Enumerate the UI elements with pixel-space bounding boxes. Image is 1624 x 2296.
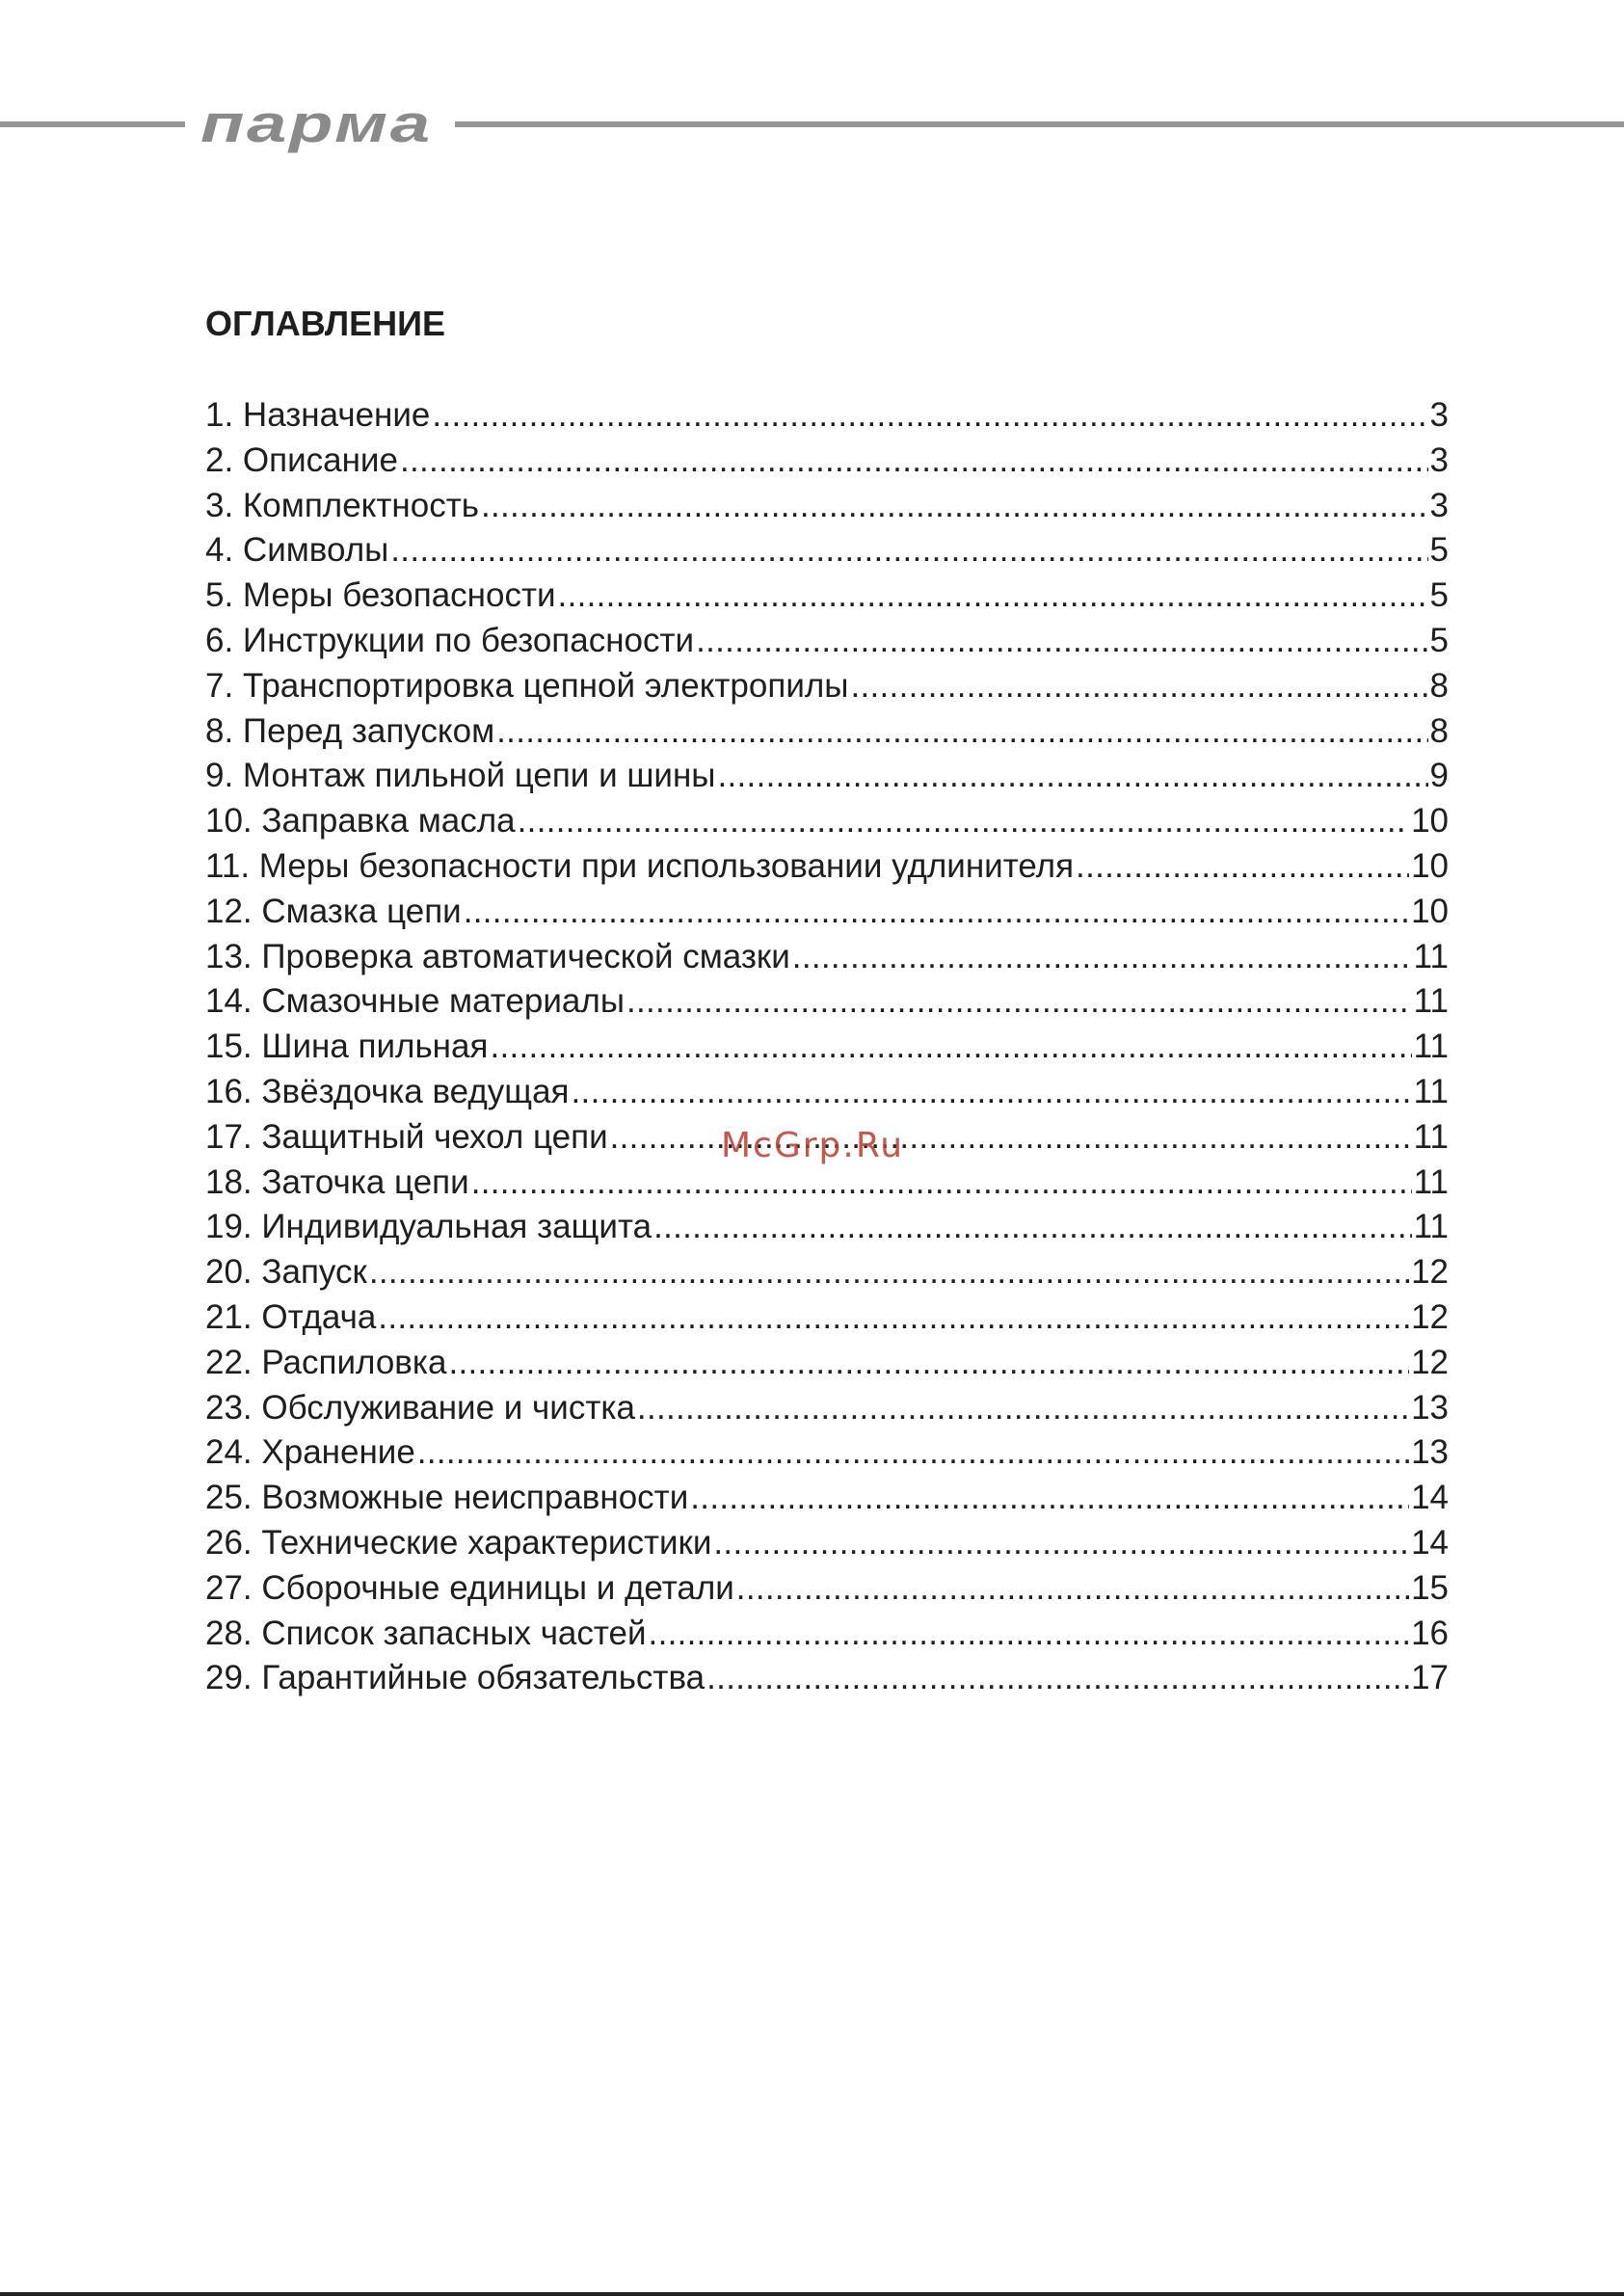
toc-item-label: 13. Проверка автоматической смазки bbox=[205, 937, 790, 975]
toc-item-page: 8 bbox=[1429, 666, 1449, 705]
toc-title: ОГЛАВЛЕНИЕ bbox=[205, 304, 446, 343]
page-header bbox=[0, 0, 1624, 193]
toc-item-label: 27. Сборочные единицы и детали bbox=[205, 1568, 734, 1607]
toc-item-leader bbox=[432, 393, 1427, 439]
toc-item-label: 19. Индивидуальная защита bbox=[205, 1208, 652, 1246]
toc-item-page: 11 bbox=[1413, 1028, 1449, 1066]
toc-item-page: 10 bbox=[1411, 892, 1449, 930]
toc-item-label: 3. Комплектность bbox=[205, 486, 479, 524]
toc-item-leader bbox=[1076, 844, 1409, 890]
toc-item-leader bbox=[481, 484, 1428, 529]
toc-item-label: 17. Защитный чехол цепи bbox=[205, 1117, 608, 1156]
toc-item-page: 9 bbox=[1429, 757, 1449, 795]
toc-item-page: 3 bbox=[1429, 441, 1449, 479]
toc-item[interactable] bbox=[205, 528, 1449, 574]
toc-item[interactable] bbox=[205, 844, 1449, 890]
toc-item-label: 25. Возможные неисправности bbox=[205, 1479, 689, 1517]
toc-item-page: 8 bbox=[1429, 711, 1449, 750]
toc-item-label: 11. Меры безопасности при использовании удлинителя bbox=[205, 846, 1075, 885]
toc-item[interactable] bbox=[205, 619, 1449, 664]
toc-item[interactable] bbox=[205, 935, 1449, 980]
toc-item-label: 23. Обслуживание и чистка bbox=[205, 1388, 635, 1427]
toc-item-leader bbox=[464, 890, 1409, 935]
toc-item[interactable] bbox=[205, 1612, 1449, 1657]
toc-item-page: 3 bbox=[1429, 486, 1449, 524]
toc-item-label: 5. Меры безопасности bbox=[205, 576, 556, 615]
toc-item[interactable] bbox=[205, 1521, 1449, 1566]
toc-item[interactable] bbox=[205, 1566, 1449, 1612]
toc-item-label: 24. Хранение bbox=[205, 1433, 415, 1472]
toc-item-leader bbox=[626, 979, 1412, 1025]
toc-item-page: 10 bbox=[1411, 802, 1449, 841]
toc-item-page: 11 bbox=[1413, 982, 1449, 1021]
toc-item-leader bbox=[690, 1476, 1409, 1521]
toc-item[interactable] bbox=[205, 484, 1449, 529]
toc-item[interactable] bbox=[205, 1341, 1449, 1386]
toc-item-leader bbox=[653, 1205, 1412, 1250]
toc-item-label: 26. Технические характеристики bbox=[205, 1523, 712, 1562]
toc-item-leader bbox=[713, 1521, 1409, 1566]
header-rule-right bbox=[455, 121, 1624, 127]
toc-item[interactable] bbox=[205, 1430, 1449, 1476]
header-rule-left bbox=[0, 121, 185, 127]
toc-item-leader bbox=[736, 1566, 1409, 1612]
toc-item[interactable] bbox=[205, 393, 1449, 439]
toc-item-leader bbox=[706, 1656, 1409, 1701]
toc-item-page: 14 bbox=[1411, 1479, 1449, 1517]
toc-item-leader bbox=[558, 574, 1428, 619]
toc-item-label: 18. Заточка цепи bbox=[205, 1162, 469, 1201]
toc-item-label: 29. Гарантийные обязательства bbox=[205, 1659, 706, 1697]
toc-item[interactable] bbox=[205, 1476, 1449, 1521]
toc-item-page: 16 bbox=[1411, 1614, 1449, 1652]
toc-item-label: 28. Список запасных частей bbox=[205, 1614, 647, 1652]
toc-list bbox=[205, 393, 1449, 1701]
toc-item-label: 12. Смазка цепи bbox=[205, 892, 462, 930]
toc-item-label: 9. Монтаж пильной цепи и шины bbox=[205, 757, 716, 795]
toc-item[interactable] bbox=[205, 754, 1449, 799]
toc-item[interactable] bbox=[205, 890, 1449, 935]
toc-item-leader bbox=[792, 935, 1412, 980]
toc-item-leader bbox=[490, 1025, 1411, 1070]
toc-item-page: 12 bbox=[1411, 1343, 1449, 1381]
toc-item-leader bbox=[649, 1612, 1410, 1657]
toc-item[interactable] bbox=[205, 1205, 1449, 1250]
toc-item[interactable] bbox=[205, 1250, 1449, 1295]
toc-item[interactable] bbox=[205, 1386, 1449, 1431]
page-bottom-edge bbox=[0, 2292, 1624, 2296]
toc-item-label: 14. Смазочные материалы bbox=[205, 982, 625, 1021]
toc-item-page: 15 bbox=[1411, 1568, 1449, 1607]
toc-item[interactable] bbox=[205, 1656, 1449, 1701]
toc-item-leader bbox=[696, 619, 1427, 664]
toc-item-leader bbox=[496, 709, 1427, 755]
toc-item-leader bbox=[717, 754, 1427, 799]
toc-item[interactable] bbox=[205, 574, 1449, 619]
toc-item-leader bbox=[448, 1341, 1409, 1386]
toc-item-label: 21. Отдача bbox=[205, 1297, 377, 1336]
toc-item-label: 7. Транспортировка цепной электропилы bbox=[205, 666, 849, 705]
toc-item[interactable] bbox=[205, 664, 1449, 709]
toc-item-label: 4. Символы bbox=[205, 531, 389, 570]
toc-item-page: 13 bbox=[1411, 1433, 1449, 1472]
toc-item-page: 11 bbox=[1413, 937, 1449, 975]
toc-item-label: 10. Заправка масла bbox=[205, 802, 516, 841]
toc-item-page: 11 bbox=[1413, 1072, 1449, 1110]
toc-item-page: 10 bbox=[1411, 846, 1449, 885]
toc-item-leader bbox=[637, 1386, 1409, 1431]
watermark-text: McGrp.Ru bbox=[721, 1126, 905, 1165]
toc-item-leader bbox=[572, 1070, 1412, 1115]
toc-item-leader bbox=[390, 528, 1427, 574]
toc-item-page: 12 bbox=[1411, 1253, 1449, 1292]
toc-item-leader bbox=[400, 439, 1428, 484]
toc-item-page: 11 bbox=[1413, 1117, 1449, 1156]
toc-item-page: 11 bbox=[1413, 1208, 1449, 1246]
toc-item-page: 14 bbox=[1411, 1523, 1449, 1562]
toc-item[interactable] bbox=[205, 439, 1449, 484]
toc-item-label: 16. Звёздочка ведущая bbox=[205, 1072, 570, 1110]
toc-item-page: 5 bbox=[1429, 576, 1449, 615]
toc-item-page: 5 bbox=[1429, 531, 1449, 570]
toc-item-page: 3 bbox=[1429, 396, 1449, 434]
toc-item[interactable] bbox=[205, 1070, 1449, 1115]
toc-item-leader bbox=[518, 799, 1409, 844]
toc-item[interactable] bbox=[205, 1161, 1449, 1206]
toc-item-page: 5 bbox=[1429, 621, 1449, 659]
toc-item[interactable] bbox=[205, 799, 1449, 844]
toc-item[interactable] bbox=[205, 979, 1449, 1025]
toc-item-label: 15. Шина пильная bbox=[205, 1028, 489, 1066]
toc-item-page: 11 bbox=[1413, 1162, 1449, 1201]
toc-item-label: 1. Назначение bbox=[205, 396, 431, 434]
toc-item[interactable] bbox=[205, 1025, 1449, 1070]
toc-item-label: 8. Перед запуском bbox=[205, 711, 495, 750]
toc-item-label: 22. Распиловка bbox=[205, 1343, 447, 1381]
brand-logo: парма bbox=[200, 93, 433, 153]
toc-item-page: 13 bbox=[1411, 1388, 1449, 1427]
toc-item-leader bbox=[417, 1430, 1409, 1476]
toc-item-leader bbox=[378, 1295, 1409, 1341]
toc-item-leader bbox=[471, 1161, 1412, 1206]
toc-item-label: 20. Запуск bbox=[205, 1253, 367, 1292]
toc-item-leader bbox=[369, 1250, 1409, 1295]
toc-item[interactable] bbox=[205, 709, 1449, 755]
toc-item-label: 6. Инструкции по безопасности bbox=[205, 621, 695, 659]
toc-item-label: 2. Описание bbox=[205, 441, 398, 479]
toc-item-page: 12 bbox=[1411, 1297, 1449, 1336]
toc-item-leader bbox=[850, 664, 1427, 709]
toc-item-page: 17 bbox=[1411, 1659, 1449, 1697]
toc-item[interactable] bbox=[205, 1295, 1449, 1341]
